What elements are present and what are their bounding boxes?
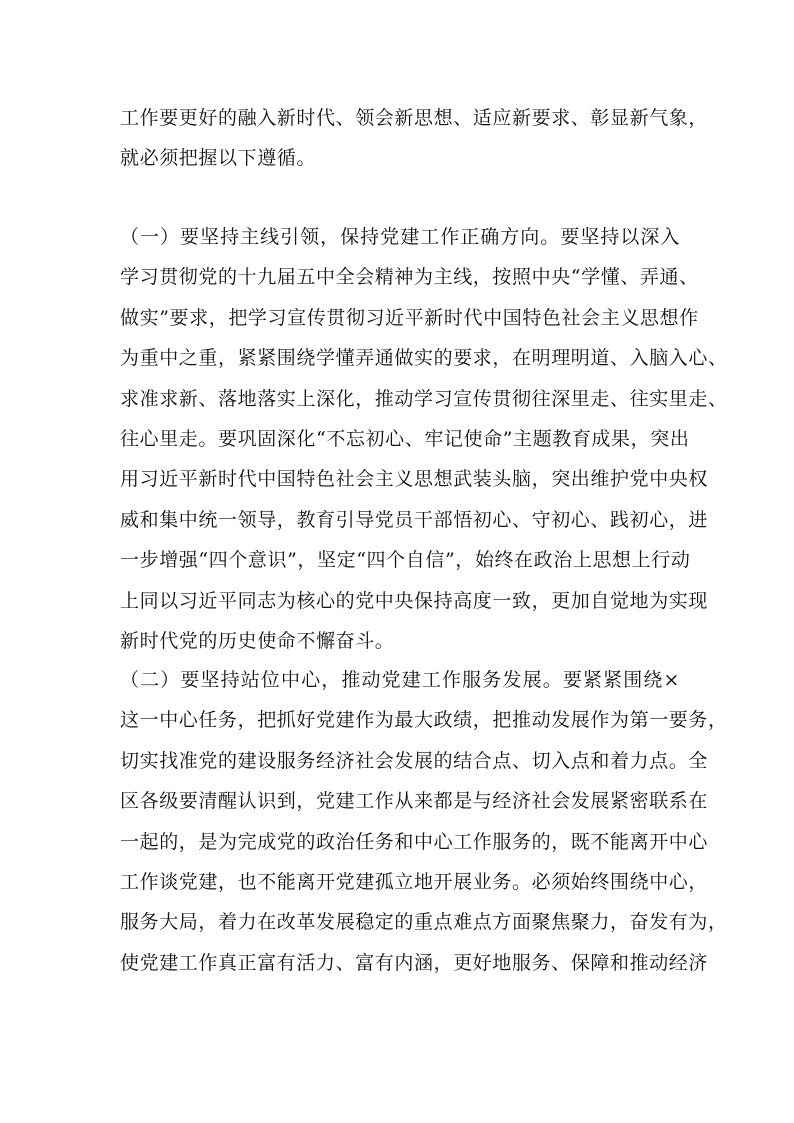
section-2-paragraph: [120, 660, 728, 983]
text-line: 求准求新、落地落实上深化，推动学习宣传贯彻往深里走、往实里走、: [120, 387, 728, 410]
text-line: 为重中之重，紧紧围绕学懂弄通做实的要求，在明理明道、入脑入心、: [120, 347, 728, 370]
text-line: 新时代党的历史使命不懈奋斗。: [120, 629, 395, 652]
text-line: 服务大局，着力在改革发展稳定的重点难点方面聚焦聚力，奋发有为，: [120, 911, 728, 934]
section-1-paragraph: [120, 217, 728, 661]
text-line: 使党建工作真正富有活力、富有内涵，更好地服务、保障和推动经济: [120, 951, 709, 974]
text-line: 区各级要清醒认识到，党建工作从来都是与经济社会发展紧密联系在: [120, 790, 709, 813]
text-line: 往心里走。要巩固深化“不忘初心、牢记使命”主题教育成果，突出: [120, 427, 690, 450]
text-line: 做实”要求，把学习宣传贯彻习近平新时代中国特色社会主义思想作: [120, 306, 699, 329]
text-line: 工作谈党建，也不能离开党建孤立地开展业务。必须始终围绕中心，: [120, 870, 709, 893]
text-line: 上同以习近平同志为核心的党中央保持高度一致，更加自觉地为实现: [120, 589, 709, 612]
section-2-heading-line: （二）要坚持站位中心，推动党建工作服务发展。要紧紧围绕×: [120, 669, 680, 691]
text-line: 学习贯彻党的十九届五中全会精神为主线，按照中央“学懂、弄通、: [120, 266, 699, 289]
text-line: 一起的，是为完成党的政治任务和中心工作服务的，既不能离开中心: [120, 830, 709, 853]
text-line: 威和集中统一领导，教育引导党员干部悟初心、守初心、践初心，进: [120, 508, 709, 531]
intro-paragraph: [120, 98, 709, 179]
text-line: 切实找准党的建设服务经济社会发展的结合点、切入点和着力点。全: [120, 749, 709, 772]
text-line: 一步增强“四个意识”，坚定“四个自信”，始终在政治上思想上行动: [120, 549, 691, 572]
text-line: 用习近平新时代中国特色社会主义思想武装头脑，突出维护党中央权: [120, 468, 709, 491]
text-line: 工作要更好的融入新时代、领会新思想、适应新要求、彰显新气象，: [120, 107, 709, 129]
section-1-heading-line: （一）要坚持主线引领，保持党建工作正确方向。要坚持以深入: [120, 226, 680, 248]
text-line: 这一中心任务，把抓好党建作为最大政绩，把推动发展作为第一要务，: [120, 709, 728, 732]
text-line: 就必须把握以下遵循。: [120, 147, 317, 170]
